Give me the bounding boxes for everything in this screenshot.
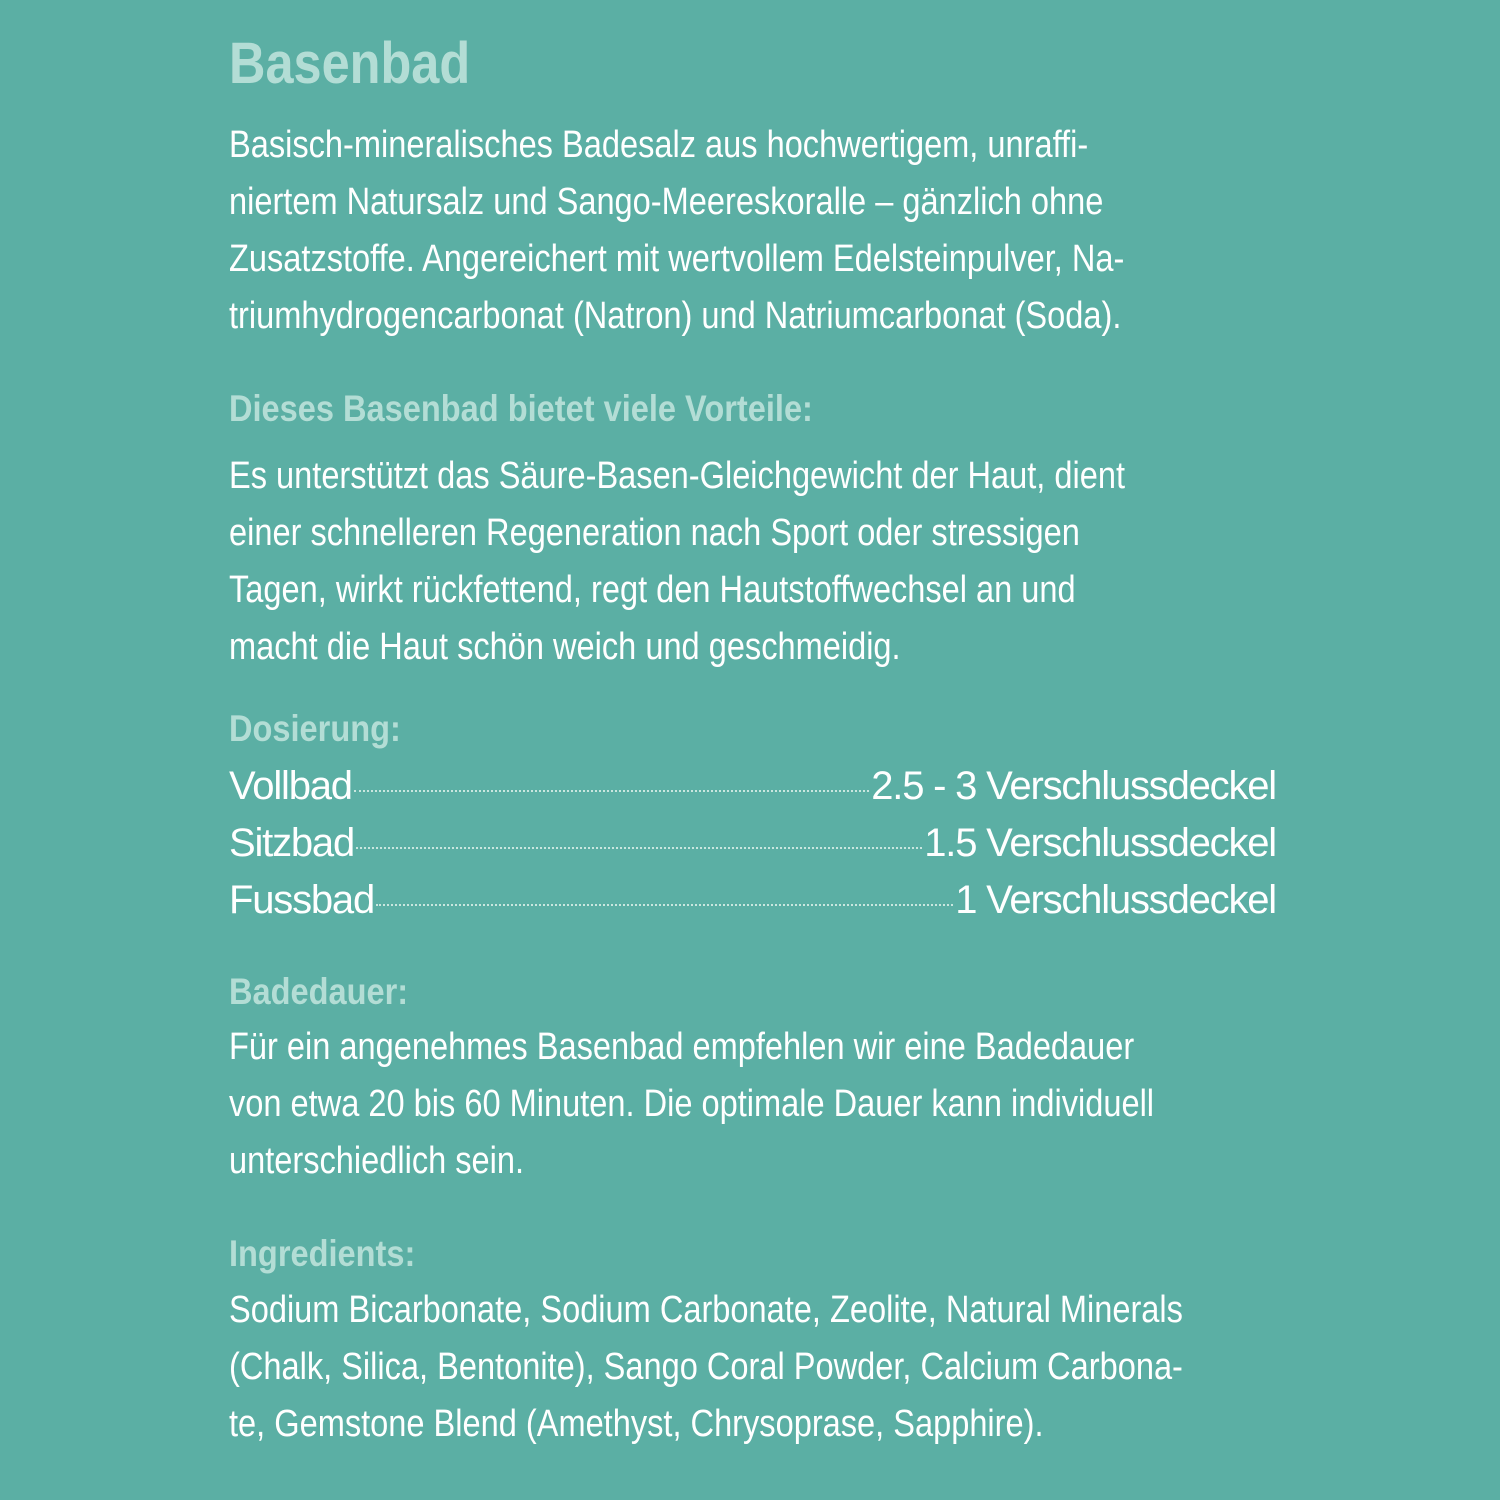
dosage-row	[229, 875, 1276, 925]
dosage-label: Fussbad	[229, 878, 375, 922]
dosage-heading: Dosierung:	[229, 708, 401, 749]
duration-line: unterschiedlich sein.	[229, 1140, 525, 1182]
benefits-heading: Dieses Basenbad bietet viele Vorteile:	[229, 388, 813, 429]
ingredients-line: te, Gemstone Blend (Amethyst, Chrysoprase, Sapphire).	[229, 1403, 1044, 1445]
ingredients-line: Sodium Bicarbonate, Sodium Carbonate, Zeolite, Natural Minerals	[229, 1289, 1183, 1331]
ingredients-line: (Chalk, Silica, Bentonite), Sango Coral Powder, Calcium Carbona-	[229, 1346, 1183, 1388]
ingredients-heading: Ingredients:	[229, 1233, 416, 1274]
dotted-leader	[356, 847, 922, 849]
dosage-label: Sitzbad	[229, 821, 355, 865]
duration-line: von etwa 20 bis 60 Minuten. Die optimale Dauer kann individuell	[229, 1083, 1155, 1125]
duration-heading: Badedauer:	[229, 971, 409, 1012]
benefits-line: einer schnelleren Regeneration nach Sport oder stressigen	[229, 512, 1080, 554]
dosage-value: 2.5 - 3 Verschlussdeckel	[871, 764, 1276, 808]
intro-line: Basisch-mineralisches Badesalz aus hochwertigem, unraffi-	[229, 124, 1089, 166]
benefits-line: Es unterstützt das Säure-Basen-Gleichgewicht der Haut, dient	[229, 455, 1126, 497]
dosage-row	[229, 818, 1276, 868]
dotted-leader	[376, 904, 953, 906]
dotted-leader	[354, 790, 869, 792]
dosage-label: Vollbad	[229, 764, 352, 808]
intro-line: Zusatzstoffe. Angereichert mit wertvollem Edelsteinpulver, Na-	[229, 238, 1125, 280]
intro-line: niertem Natursalz und Sango-Meereskoralle – gänzlich ohne	[229, 181, 1104, 223]
benefits-line: Tagen, wirkt rückfettend, regt den Hautstoffwechsel an und	[229, 569, 1076, 611]
dosage-value: 1 Verschlussdeckel	[955, 878, 1276, 922]
duration-line: Für ein angenehmes Basenbad empfehlen wir eine Badedauer	[229, 1026, 1135, 1068]
benefits-line: macht die Haut schön weich und geschmeidig.	[229, 626, 901, 668]
intro-line: triumhydrogencarbonat (Natron) und Natriumcarbonat (Soda).	[229, 295, 1122, 337]
page-title: Basenbad	[229, 31, 471, 96]
dosage-value: 1.5 Verschlussdeckel	[924, 821, 1276, 865]
dosage-row	[229, 761, 1276, 811]
